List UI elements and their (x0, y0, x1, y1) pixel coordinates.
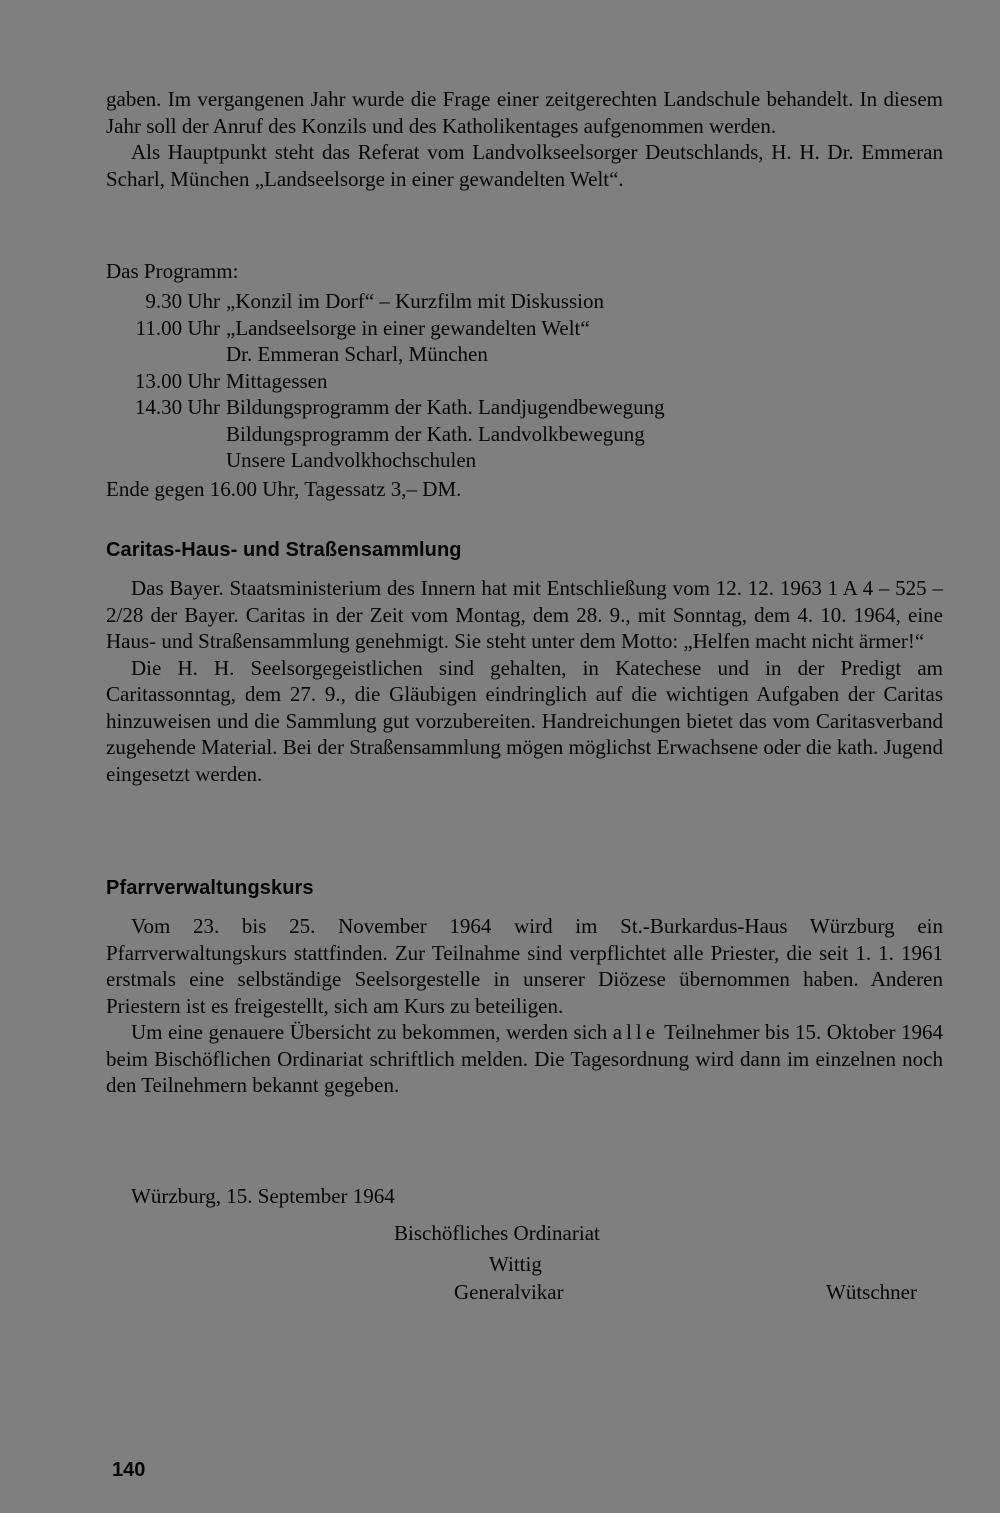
program-row (106, 421, 665, 448)
program-item: „Landseelsorge in einer gewandelten Welt“ (226, 315, 590, 340)
program-row (106, 315, 665, 342)
second-signer-name: Wütschner (826, 1280, 917, 1304)
office-name: Bischöfliches Ordinariat (394, 1221, 600, 1245)
signer-title: Generalvikar (454, 1280, 564, 1304)
pfarr-paragraph-2-end: Teilnehmer bis 15. Oktober 1964 beim Bischöflichen Ordinariat schriftlich melden. Die Tagesordnung wird dann im einzelnen noch den Teilnehmern bekannt gegeben. (106, 1020, 943, 1097)
program-item: „Konzil im Dorf“ – Kurzfilm mit Diskussion (226, 289, 604, 313)
program-item: Unsere Landvolkhochschulen (226, 448, 477, 472)
program-row (106, 341, 665, 368)
program-row (106, 368, 665, 395)
pfarr-paragraph-1: Vom 23. bis 25. November 1964 wird im St.-Burkardus-Haus Würzburg ein Pfarrverwaltungskurs stattfinden. Zur Teilnahme sind verpflichtet alle Priester, die seit 1. 1. 1961 erstmals eine selbständige Seelsorgestelle in unserer Diözese übernommen haben. Anderen Priestern ist es freigestellt, sich am Kurs zu beteiligen. (106, 914, 943, 1018)
caritas-heading: Caritas-Haus- und Straßensammlung (106, 539, 462, 561)
program-item: Bildungsprogramm der Kath. Landjugendbewegung (226, 395, 665, 419)
program-end: Ende gegen 16.00 Uhr, Tagessatz 3,– DM. (106, 477, 462, 501)
program-time (106, 341, 220, 368)
program-item: Dr. Emmeran Scharl, München (226, 342, 488, 366)
intro-section (106, 86, 943, 192)
program-item: Bildungsprogramm der Kath. Landvolkbewegung (226, 421, 645, 446)
intro-paragraph-2: Als Hauptpunkt steht das Referat vom Landvolkseelsorger Deutschlands, H. H. Dr. Emmeran Scharl, München „Landseelsorge in einer gewandelten Welt“. (106, 140, 943, 191)
caritas-paragraph-2: Die H. H. Seelsorgegeistlichen sind gehalten, in Katechese und in der Predigt am Caritassonntag, dem 27. 9., die Gläubigen eindringlich auf die wichtigen Aufgaben der Caritas hinzuweisen und die Sammlung gut vorzubereiten. Handreichungen bietet das vom Caritasverband zugehende Material. Bei der Straßensammlung mögen möglichst Erwachsene oder die kath. Jugend eingesetzt werden. (106, 655, 943, 786)
pfarr-heading: Pfarrverwaltungskurs (106, 877, 314, 899)
pfarr-paragraph-2 (106, 1019, 943, 1099)
program-row (106, 394, 665, 421)
intro-paragraph-1: gaben. Im vergangenen Jahr wurde die Frage einer zeitgerechten Landschule behandelt. In diesem Jahr soll der Anruf des Konzils und des Katholikentages aufgenommen werden. (106, 87, 943, 138)
program-time: 14.30 Uhr (134, 395, 220, 419)
program-row (106, 447, 665, 474)
program-time (106, 447, 220, 474)
signer-name: Wittig (489, 1252, 542, 1276)
caritas-paragraph-1: Das Bayer. Staatsministerium des Innern hat mit Entschließung vom 12. 12. 1963 1 A 4 – 525 – 2/28 der Bayer. Caritas in der Zeit vom Montag, dem 28. 9., mit Sonntag, dem 4. 10. 1964, eine Haus- und Straßensammlung genehmigt. Sie steht unter dem Motto: „Helfen macht nicht ärmer!“ (106, 576, 943, 653)
program-time (106, 421, 220, 448)
program-label: Das Programm: (106, 259, 239, 283)
program-time: 11.00 Uhr (135, 315, 220, 340)
place-date: Würzburg, 15. September 1964 (131, 1184, 395, 1208)
program-item: Mittagessen (226, 368, 328, 393)
pfarr-section (106, 913, 943, 1099)
pfarr-paragraph-2-start: Um eine genauere Übersicht zu bekommen, werden sich (131, 1020, 613, 1044)
program-list (106, 288, 665, 474)
program-time: 9.30 Uhr (145, 289, 220, 313)
page-number: 140 (112, 1459, 146, 1481)
caritas-section (106, 575, 943, 787)
program-row (106, 288, 665, 315)
program-time: 13.00 Uhr (134, 368, 220, 393)
pfarr-paragraph-2-emphasis: alle (612, 1020, 660, 1044)
